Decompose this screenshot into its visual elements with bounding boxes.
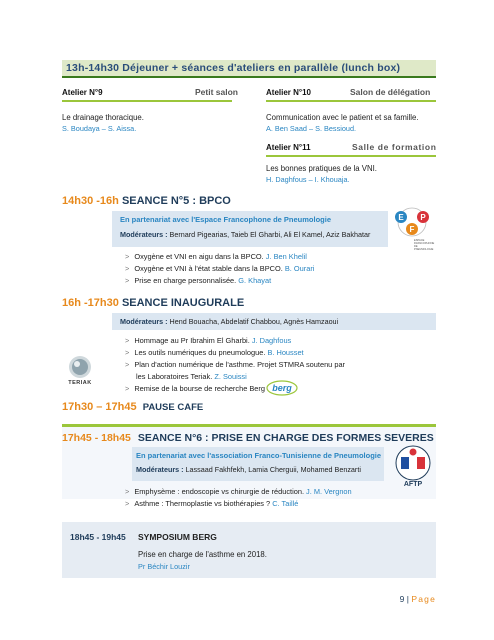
atelier-9-room: Petit salon — [195, 87, 238, 97]
session-5-mod-names: Bernard Pigearias, Taieb El Gharbi, Ali El Kamel, Aziz Bakhatar — [169, 230, 371, 239]
session-5-heading — [62, 195, 231, 207]
s5-item-1: > Oxygène et VNI en aigu dans la BPCO. J. Ben Khelil — [125, 252, 307, 261]
atelier-11-speakers: H. Daghfous – I. Khouaja. — [266, 175, 350, 184]
session-5-partner: En partenariat avec l'Espace Francophone de Pneumologie — [120, 215, 332, 224]
atelier-11-room: Salle de formation — [352, 142, 437, 152]
svg-text:berg: berg — [272, 383, 292, 393]
atelier-11-underline — [266, 155, 436, 157]
atelier-9-speakers: S. Boudaya – S. Aissa. — [62, 124, 137, 133]
atelier-10-speakers: A. Ben Saad – S. Bessioud. — [266, 124, 357, 133]
session-inaug-mod-names: Hend Bouacha, Abdelatif Chabbou, Agnès Hamzaoui — [169, 317, 339, 326]
page-footer — [390, 594, 436, 604]
session-5-title: SEANCE N°5 : BPCO — [121, 195, 231, 207]
s5-item-2: > Oxygène et VNI à l'état stable dans la BPCO. B. Ourari — [125, 264, 315, 273]
page-label: Page — [411, 594, 436, 604]
session-inaug-moderators — [120, 317, 338, 326]
page-separator: | — [404, 594, 412, 604]
session-6-mod-names: Lassaad Fakhfekh, Lamia Cherguii, Mohamed Benzarti — [185, 465, 361, 474]
inaug-item-1: > Hommage au Pr Ibrahim El Gharbi. J. Daghfous — [125, 336, 292, 345]
inaug-item-3-cont: les Laboratoires Teriak. Z. Souissi — [136, 372, 247, 381]
symposium-time: 18h45 - 19h45 — [70, 532, 126, 542]
session-5-moderators — [120, 230, 370, 239]
atelier-9-underline — [62, 100, 232, 102]
atelier-10-room: Salon de délégation — [350, 87, 431, 97]
lunch-header-title: 13h-14h30 Déjeuner + séances d'ateliers en parallèle (lunch box) — [66, 62, 401, 74]
inaug-item-3: > Plan d'action numérique de l'asthme. Projet STMRA soutenu par — [125, 360, 346, 369]
session-5-mod-label: Modérateurs : — [120, 230, 170, 239]
svg-text:F: F — [409, 225, 415, 234]
teriak-logo-icon — [62, 354, 98, 380]
pause-heading — [62, 401, 203, 413]
session-6-time: 17h45 - 18h45 — [62, 432, 131, 444]
session-inaug-time: 16h -17h30 — [62, 297, 119, 309]
atelier-10-underline — [266, 100, 436, 102]
session-inaug-mod-label: Modérateurs : — [120, 317, 170, 326]
session-6-title: SEANCE N°6 : PRISE EN CHARGE DES FORMES SEVERES — [137, 432, 434, 444]
teriak-logo-text: TERIAK — [68, 380, 92, 386]
inaug-item-4: > Remise de la bourse de recherche Berg — [125, 384, 265, 393]
berg-logo — [266, 380, 298, 396]
session-6-partner: En partenariat avec l'association Franco-Tunisienne de Pneumologie — [136, 451, 382, 460]
teriak-logo — [62, 354, 98, 390]
aftp-logo-text: AFTP — [403, 481, 423, 488]
session-6-mod-label: Modérateurs : — [136, 465, 186, 474]
s6-item-2: > Asthme : Thermoplastie vs biothérapies ? C. Taillé — [125, 499, 299, 508]
symposium-title: SYMPOSIUM BERG — [138, 532, 217, 542]
svg-text:E: E — [398, 213, 404, 222]
s5-item-3: > Prise en charge personnalisée. G. Khayat — [125, 276, 272, 285]
session-inaug-title: SEANCE INAUGURALE — [121, 297, 245, 309]
pause-title: PAUSE CAFE — [142, 402, 204, 413]
atelier-10-topic: Communication avec le patient et sa famille. — [266, 113, 419, 122]
atelier-11-topic: Les bonnes pratiques de la VNI. — [266, 164, 377, 173]
session-5-time: 14h30 -16h — [62, 195, 119, 207]
aftp-logo-icon — [392, 444, 434, 482]
s6-item-1: > Emphysème : endoscopie vs chirurgie de réduction. J. M. Vergnon — [125, 487, 352, 496]
session-6-heading — [62, 432, 434, 444]
session-inaug-heading — [62, 297, 244, 309]
symposium-topic: Prise en charge de l'asthme en 2018. — [138, 550, 267, 559]
efp-logo-text: ESPACE FRANCOPHONE DE PNEUMOLOGIE — [414, 239, 435, 251]
symposium-speaker: Pr Béchir Louzir — [138, 562, 190, 571]
atelier-9-topic: Le drainage thoracique. — [62, 113, 144, 122]
section-header-lunch — [62, 60, 436, 78]
session-6-moderators — [136, 465, 361, 474]
aftp-logo — [392, 444, 434, 494]
atelier-9-label: Atelier N°9 — [62, 88, 103, 97]
efp-logo — [388, 205, 436, 249]
inaug-item-2: > Les outils numériques du pneumologue. B. Housset — [125, 348, 304, 357]
atelier-11-label: Atelier N°11 — [266, 143, 311, 152]
atelier-10-label: Atelier N°10 — [266, 88, 311, 97]
svg-text:P: P — [420, 213, 426, 222]
berg-logo-icon — [266, 380, 298, 396]
pause-time: 17h30 – 17h45 — [62, 401, 137, 413]
page-number: 9 — [399, 594, 405, 604]
